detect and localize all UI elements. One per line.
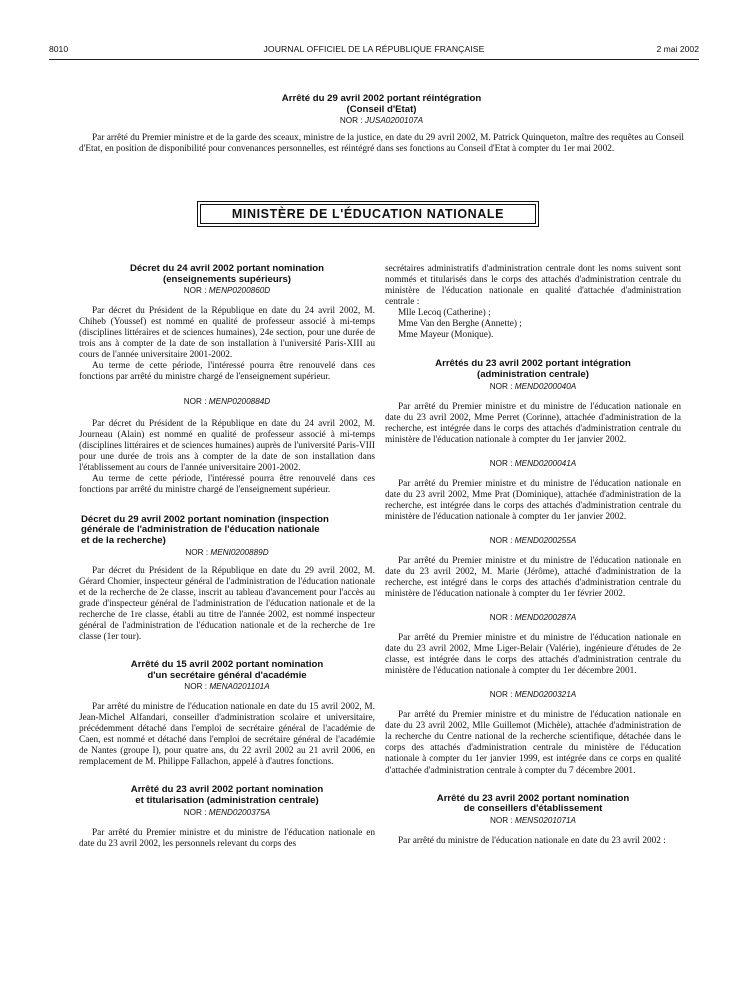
nor-prefix: NOR :: [489, 381, 515, 391]
body-paragraph: Au terme de cette période, l'intéressé pourra être renouvelé dans ces fonctions par arrêté du ministre chargé de l'enseignement supérieur.: [79, 473, 375, 495]
title-line: (enseignements supérieurs): [163, 273, 291, 285]
title-line: d'un secrétaire général d'académie: [147, 669, 307, 681]
nor-reference: [385, 382, 681, 392]
section-conseil-etat: [79, 94, 684, 155]
nor-prefix: NOR :: [185, 547, 211, 557]
title-line: et titularisation (administration centrale): [135, 795, 319, 807]
nor-reference: [79, 397, 375, 407]
body-paragraph: Par arrêté du Premier ministre et du ministre de l'éducation nationale en date du 23 avril 2002, les personnels relevant du corps des: [79, 827, 375, 849]
nor-reference: [385, 613, 681, 623]
nor-prefix: NOR :: [184, 682, 210, 692]
section-title: [79, 515, 375, 547]
title-line: et de la recherche): [81, 535, 166, 547]
nor-reference: [79, 116, 684, 126]
nor-code: MENA0201101A: [209, 682, 270, 692]
nor-code: MEND0200375A: [208, 807, 271, 817]
body-paragraph: Par arrêté du ministre de l'éducation nationale en date du 15 avril 2002, M. Jean-Michel Alfandari, conseiller d'administration scolaire et universitaire, précédemment détaché dans l'emploi de secrétaire général de l'académie de Caen, est nommé et détaché dans l'emploi de secrétaire général de l'académie de Nantes (groupe I), pour quatre ans, du 22 avril 2002 au 21 avril 2006, en remplacement de M. Philippe Fallachon, appelé à d'autres fonctions.: [79, 702, 375, 768]
title-line: Arrêté du 23 avril 2002 portant nomination: [436, 792, 630, 804]
body-paragraph: Au terme de cette période, l'intéressé pourra être renouvelé dans ces fonctions par arrêté du ministre chargé de l'enseignement supérieur.: [79, 361, 375, 383]
section-title: [79, 785, 375, 806]
nor-code: MENP0200860D: [208, 286, 271, 296]
nor-code: MEND0200287A: [514, 613, 577, 623]
title-line: (administration centrale): [477, 368, 589, 380]
body-paragraph: Par arrêté du Premier ministre et du ministre de l'éducation nationale en date du 23 avril 2002, Mme Liger-Belair (Valérie), ingénieure d'études de 2e classe, est intégrée dans le corps des attachés d'administration centrale du ministère de l'éducation nationale à compter du 1er décembre 2001.: [385, 633, 681, 677]
page-number: 8010: [49, 44, 69, 54]
body-paragraph: Par arrêté du Premier ministre et du ministre de l'éducation nationale en date du 23 avril 2002, Mlle Guillemot (Michèle), attachée d'administration de la recherche du Centre national de la recherche scientifique, détachée dans le corps des attachés d'administration centrale du ministère de l'éducation nationale à compter du 1er janvier 1999, est intégrée dans ce corps en qualité d'attachée d'administration centrale à compter du 7 décembre 2001.: [385, 710, 681, 776]
body-paragraph: Par arrêté du Premier ministre et du ministre de l'éducation nationale en date du 23 avril 2002, Mme Prat (Dominique), attachée d'administration de la recherche, est intégrée dans le corps des attachés d'administration centrale du ministère de l'éducation nationale à compter du 1er janvier 2002.: [385, 478, 681, 522]
body-paragraph: Par décret du Président de la République en date du 24 avril 2002, M. Chiheb (Youssef) est nommé en qualité de professeur associé à mi-temps (disciplines littéraires et de sciences humaines), 24e section, pour une durée de trois ans à compter de la date de son installation à l'université Paris-XIII au cours de l'année universitaire 2001-2002.: [79, 306, 375, 361]
nor-prefix: NOR :: [489, 613, 515, 623]
nor-reference: [385, 459, 681, 469]
nor-reference: [79, 682, 375, 692]
list-item: Mme Van den Berghe (Annette) ;: [398, 319, 522, 330]
section-title: [385, 359, 681, 380]
section-title: [79, 264, 375, 285]
nor-code: JUSA0200107A: [364, 116, 424, 126]
body-paragraph: Par décret du Président de la République en date du 24 avril 2002, M. Journeau (Alain) est nommé en qualité de professeur associé à mi-temps (disciplines littéraires et de sciences humaines) auprès de l'université Paris-VIII pour une durée de trois ans à compter de la date de son installation dans l'établissement au cours de l'année universitaire 2001-2002.: [79, 418, 375, 473]
nor-reference: [79, 808, 375, 818]
title-line: Décret du 24 avril 2002 portant nomination: [129, 263, 325, 274]
body-paragraph: secrétaires administratifs d'administration centrale dont les noms suivent sont nommés et titularisés dans le corps des attachés d'administration centrale du ministère de l'éducation nationale en qualité d'attachée d'administration centrale :: [385, 264, 681, 308]
nor-prefix: NOR :: [183, 396, 209, 406]
title-line: Arrêtés du 23 avril 2002 portant intégration: [435, 358, 631, 370]
journal-title: JOURNAL OFFICIEL DE LA RÉPUBLIQUE FRANÇAISE: [263, 44, 485, 54]
title-line: Arrêté du 23 avril 2002 portant nomination: [130, 784, 324, 796]
list-item: Mlle Lecoq (Catherine) ;: [398, 308, 491, 319]
nor-prefix: NOR :: [183, 807, 209, 817]
list-item: Mme Mayeur (Monique).: [398, 330, 494, 341]
section-title: [79, 660, 375, 681]
issue-date: 2 mai 2002: [656, 44, 699, 54]
nor-reference: [385, 536, 681, 546]
nor-prefix: NOR :: [489, 690, 515, 700]
nor-reference: [385, 816, 681, 826]
nor-prefix: NOR :: [339, 116, 365, 126]
ministry-title: MINISTÈRE DE L'ÉDUCATION NATIONALE: [200, 204, 536, 224]
nor-prefix: NOR :: [489, 458, 515, 468]
running-header: [49, 44, 699, 58]
body-paragraph: Par arrêté du Premier ministre et du ministre de l'éducation nationale en date du 23 avril 2002, M. Marie (Jérôme), attaché d'administration de la recherche, est intégré dans le corps des attachés d'administration centrale du ministère de l'éducation nationale à compter du 1er février 2002.: [385, 555, 681, 600]
title-line: de conseillers d'établissement: [463, 803, 603, 815]
nor-code: MEND0200040A: [514, 381, 577, 391]
body-paragraph: Par arrêté du Premier ministre et de la garde des sceaux, ministre de la justice, en date du 29 avril 2002, M. Patrick Quinqueton, maître des requêtes au Conseil d'Etat, en position de disponibilité pour convenances personnelles, est réintégré dans ses fonctions au Conseil d'Etat à compter du 1er mai 2002.: [79, 133, 684, 155]
nor-prefix: NOR :: [489, 535, 515, 545]
nor-reference: [79, 286, 375, 296]
nor-prefix: NOR :: [489, 815, 516, 825]
nor-reference: [385, 690, 681, 700]
right-column: [385, 264, 681, 847]
nor-code: MEND0200255A: [514, 535, 577, 545]
nor-code: MEND0200321A: [514, 690, 577, 700]
section-title: [79, 94, 684, 115]
title-line: (Conseil d'Etat): [346, 103, 417, 115]
title-line: Arrêté du 29 avril 2002 portant réintégration: [281, 93, 482, 104]
nor-code: MEND0200041A: [514, 458, 577, 468]
title-line: générale de l'administration de l'éducation nationale: [81, 524, 320, 536]
header-rule: [49, 59, 699, 60]
left-column: [79, 264, 375, 850]
nor-code: MENP0200884D: [208, 396, 271, 406]
body-paragraph: Par arrêté du Premier ministre et du ministre de l'éducation nationale en date du 23 avril 2002, Mme Perret (Corinne), attachée d'administration de la recherche, est intégrée dans le corps des attachés d'administration centrale du ministère de l'éducation nationale à compter du 1er janvier 2002.: [385, 401, 681, 445]
ministry-banner: [197, 201, 539, 227]
section-title: [385, 794, 681, 815]
nor-code: MENS0201071A: [515, 815, 577, 825]
nor-code: MENI0200889D: [210, 547, 269, 557]
body-paragraph: Par décret du Président de la République en date du 29 avril 2002, M. Gérard Chomier, inspecteur général de l'administration de l'éducation nationale et de la recherche de 2e classe, inscrit au tableau d'avancement pour l'accès au grade d'inspecteur général de l'administration de l'éducation nationale et de la recherche de 1re classe, établi au titre de l'année 2002, est nommé inspecteur général de l'administration de l'éducation nationale et de la recherche de 1re classe (1er tour).: [79, 565, 375, 642]
body-paragraph: Par arrêté du ministre de l'éducation nationale en date du 23 avril 2002 :: [398, 835, 666, 846]
title-line: Décret du 29 avril 2002 portant nomination (inspection: [81, 513, 329, 525]
nor-reference: [79, 548, 375, 558]
title-line: Arrêté du 15 avril 2002 portant nomination: [130, 658, 324, 670]
nor-prefix: NOR :: [183, 286, 209, 296]
